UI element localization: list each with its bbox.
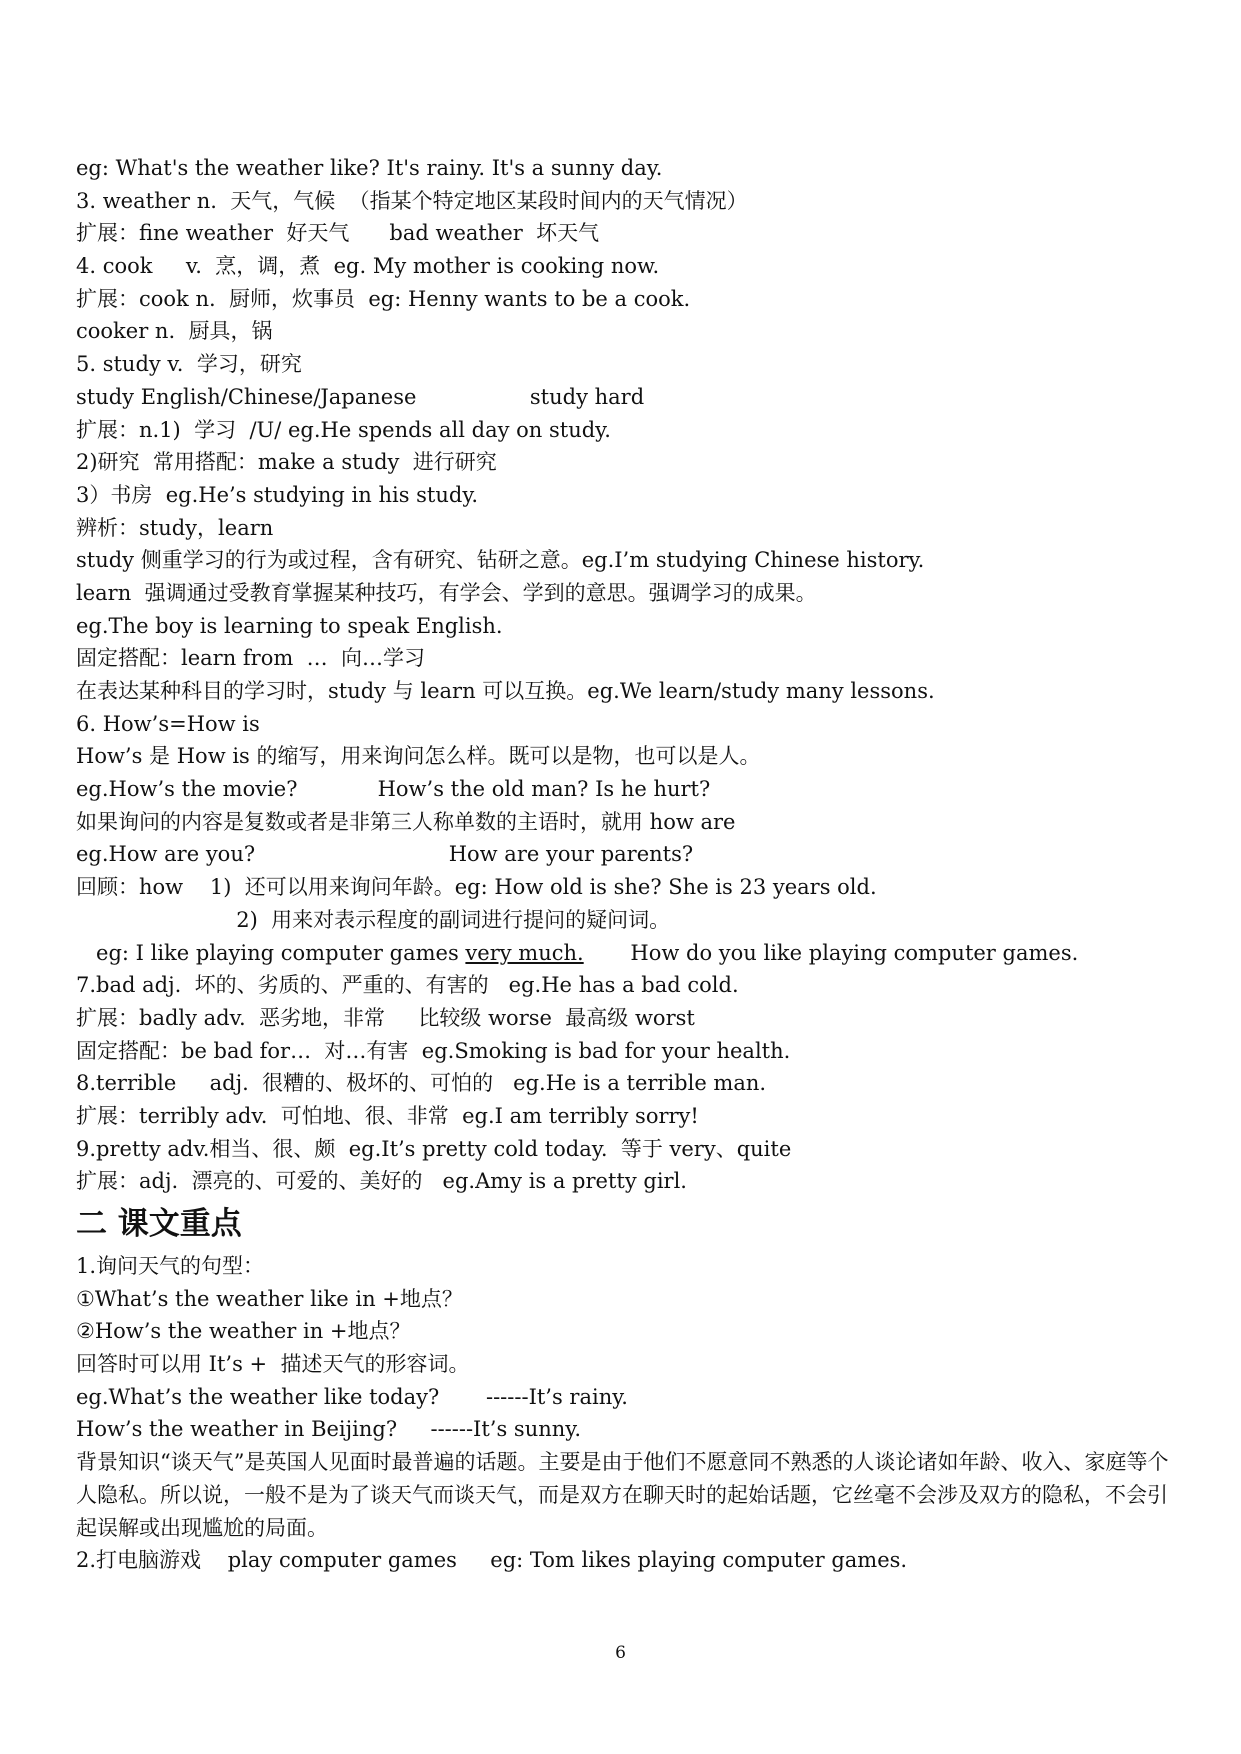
text-line: 扩展：adj. 漂亮的、可爱的、美好的 eg.Amy is a pretty girl.: [76, 1169, 687, 1194]
text-line: 7.bad adj. 坏的、劣质的、严重的、有害的 eg.He has a bad cold.: [76, 973, 739, 998]
text-line: 固定搭配：be bad for… 对…有害 eg.Smoking is bad for your health.: [76, 1038, 791, 1063]
text-line: ①What’s the weather like in +地点？: [76, 1286, 463, 1311]
text-line: 扩展：cook n. 厨师，炊事员 eg: Henny wants to be a cook.: [76, 286, 691, 311]
text-line: 扩展：n.1) 学习 /U/ eg.He spends all day on study.: [76, 417, 611, 442]
section-heading: 二 课文重点: [76, 1206, 242, 1242]
text-line: 9.pretty adv.相当、很、颇 eg.It’s pretty cold today. 等于 very、quite: [76, 1136, 792, 1161]
text-line: 4. cook v. 烹，调，煮 eg. My mother is cooking now.: [76, 254, 660, 279]
text-line: 回顾：how 1) 还可以用来询问年龄。eg: How old is she? She is 23 years old.: [76, 875, 877, 900]
text-line: ②How’s the weather in +地点？: [76, 1319, 411, 1344]
text-line: eg.What’s the weather like today? ------It’s rainy.: [76, 1384, 628, 1409]
text-line: 扩展：badly adv. 恶劣地，非常 比较级 worse 最高级 worst: [76, 1005, 695, 1030]
text-line: 在表达某种科目的学习时，study 与 learn 可以互换。eg.We learn/study many lessons.: [76, 679, 935, 703]
text-line: 2.打电脑游戏 play computer games eg: Tom likes playing computer games.: [76, 1548, 908, 1573]
text-line: eg: What's the weather like? It's rainy. It's a sunny day.: [76, 156, 663, 180]
text-line: 2)研究 常用搭配：make a study 进行研究: [76, 450, 497, 475]
text-line: study 侧重学习的行为或过程，含有研究、钻研之意。eg.I’m studying Chinese history.: [76, 548, 925, 573]
text-line: eg.The boy is learning to speak English.: [76, 613, 503, 638]
text-line: 5. study v. 学习，研究: [76, 352, 302, 377]
text-line: 扩展：terribly adv. 可怕地、很、非常 eg.I am terribly sorry!: [76, 1103, 699, 1128]
example-text: eg: I like playing computer games: [76, 940, 466, 965]
text-line: cooker n. 厨具，锅: [76, 319, 273, 344]
underlined-phrase: very much.: [465, 940, 584, 965]
text-line: How’s 是 How is 的缩写，用来询问怎么样。既可以是物，也可以是人。: [76, 744, 761, 769]
text-line: eg.How’s the movie? How’s the old man? Is he hurt?: [76, 777, 711, 802]
text-line: 扩展：fine weather 好天气 bad weather 坏天气: [76, 221, 600, 246]
text-line: 3）书房 eg.He’s studying in his study.: [76, 482, 479, 507]
example-line: [76, 937, 1176, 970]
text-line: 8.terrible adj. 很糟的、极坏的、可怕的 eg.He is a terrible man.: [76, 1071, 767, 1096]
text-line: eg.How are you? How are your parents?: [76, 842, 694, 867]
text-line: learn 强调通过受教育掌握某种技巧，有学会、学到的意思。强调学习的成果。: [76, 580, 817, 605]
text-line: 6. How’s=How is: [76, 711, 260, 736]
text-line: 固定搭配：learn from … 向…学习: [76, 646, 425, 671]
background-paragraph: 背景知识“谈天气”是英国人见面时最普遍的话题。主要是由于他们不愿意同不熟悉的人谈论诸如年龄、收入、家庭等个人隐私。所以说，一般不是为了谈天气而谈天气，而是双方在聊天时的起始话题，它丝毫不会涉及双方的隐私，不会引起误解或出现尴尬的局面。: [76, 1450, 1169, 1540]
text-line: How’s the weather in Beijing? ------It’s sunny.: [76, 1417, 582, 1442]
text-line: 1.询问天气的句型：: [76, 1254, 265, 1278]
example-question: How do you like playing computer games.: [583, 940, 1079, 965]
text-line: 2) 用来对表示程度的副词进行提问的疑问词。: [76, 907, 671, 932]
text-line: 3. weather n. 天气，气候 （指某个特定地区某段时间内的天气情况）: [76, 188, 748, 213]
text-line: study English/Chinese/Japanese study hard: [76, 384, 645, 409]
text-line: 如果询问的内容是复数或者是非第三人称单数的主语时，就用 how are: [76, 809, 736, 834]
page-number: 6: [615, 1643, 626, 1663]
text-line: 回答时可以用 It’s + 描述天气的形容词。: [76, 1352, 470, 1377]
page-content: [76, 152, 1176, 1577]
text-line: 辨析：study，learn: [76, 515, 274, 540]
